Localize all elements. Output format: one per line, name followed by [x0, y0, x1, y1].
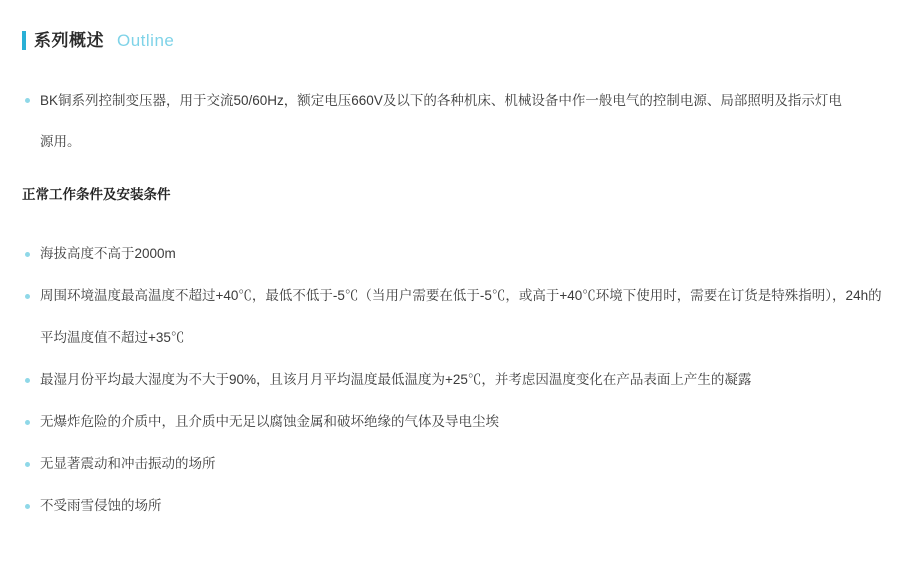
list-item: [22, 401, 882, 443]
section-title-en: Outline: [117, 31, 175, 50]
document-page: [0, 31, 900, 579]
list-item: [22, 485, 882, 527]
bullet-dot-icon: [25, 504, 30, 509]
list-item-text: 无显著震动和冲击振动的场所: [40, 455, 216, 471]
list-item-text: 海拔高度不高于2000m: [40, 245, 176, 261]
list-item: [22, 443, 882, 485]
list-item-text: 最湿月份平均最大湿度为不大于90%，且该月月平均温度最低温度为+25℃，并考虑因温度变化在产品表面上产生的凝露: [40, 371, 752, 387]
bullet-dot-icon: [25, 420, 30, 425]
heading-accent-bar: [22, 31, 26, 50]
conditions-list: [22, 233, 882, 527]
section-title-cn: 系列概述: [34, 31, 104, 50]
intro-list: [22, 80, 852, 162]
list-item: [22, 80, 852, 162]
section-heading: [22, 31, 900, 50]
list-item: [22, 233, 882, 275]
bullet-dot-icon: [25, 378, 30, 383]
bullet-dot-icon: [25, 294, 30, 299]
list-item-text: 周围环境温度最高温度不超过+40℃，最低不低于-5℃（当用户需要在低于-5℃，或高于+40℃环境下使用时，需要在订货是特殊指明），24h的平均温度值不超过+35℃: [40, 287, 882, 345]
bullet-dot-icon: [25, 462, 30, 467]
bullet-dot-icon: [25, 252, 30, 257]
subheading: 正常工作条件及安装条件: [22, 187, 171, 202]
list-item: [22, 359, 882, 401]
list-item-text: 无爆炸危险的介质中，且介质中无足以腐蚀金属和破坏绝缘的气体及导电尘埃: [40, 413, 499, 429]
bullet-dot-icon: [25, 98, 30, 103]
list-item: [22, 275, 882, 359]
list-item-text: BK铜系列控制变压器，用于交流50/60Hz，额定电压660V及以下的各种机床、机械设备中作一般电气的控制电源、局部照明及指示灯电源用。: [40, 93, 842, 149]
list-item-text: 不受雨雪侵蚀的场所: [40, 497, 162, 513]
